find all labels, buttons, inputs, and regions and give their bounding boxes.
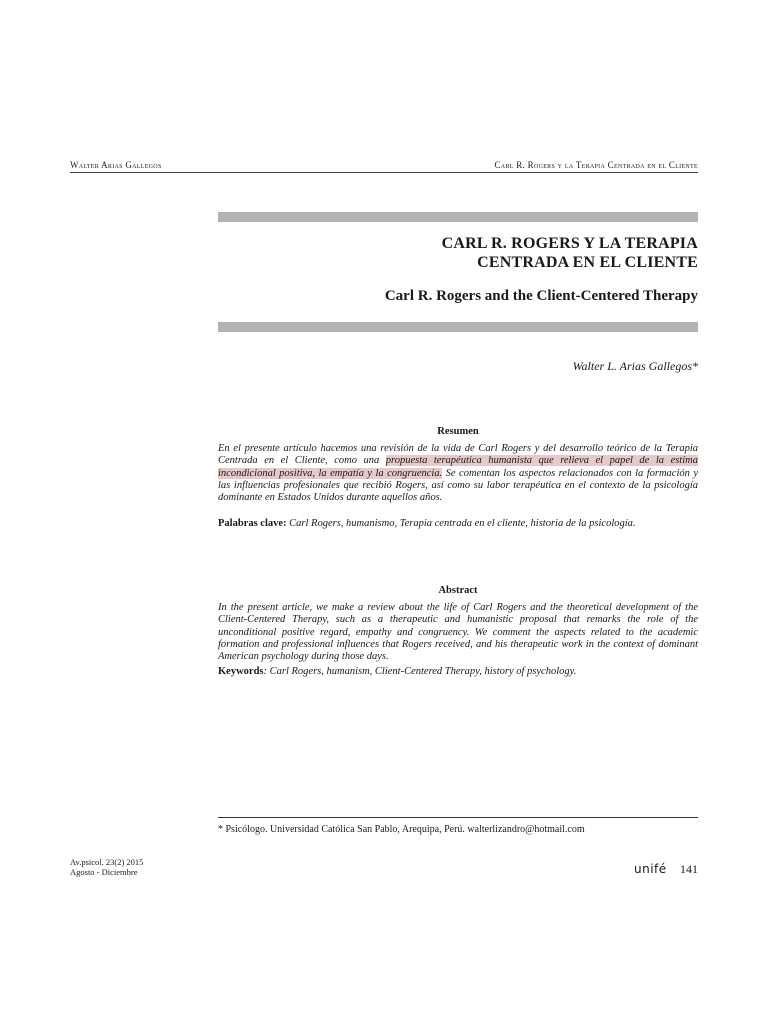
palabras-clave (218, 518, 698, 530)
title-bar-bottom (218, 322, 698, 332)
header-rule (70, 172, 698, 173)
resumen-heading: Resumen (437, 426, 479, 437)
running-head-author: Walter Arias Gallegos (70, 160, 162, 170)
palabras-clave-list: Carl Rogers, humanismo, Terapia centrada en el cliente, historia de la psicología. (286, 518, 636, 529)
page-number: 141 (680, 862, 698, 876)
abstract-body: In the present article, we make a review about the life of Carl Rogers and the theoretical development of the Client-Centered Therapy, such as a therapeutic and humanistic proposal that remarks the role of the unconditional positive regard, empathy and congruency. We comment the aspects related to the academic formation and professional influences that Rogers received, and his therapeutic work in the context of dominant American psychology during those days. (218, 602, 698, 663)
resumen-body (218, 443, 698, 504)
keywords-list: : Carl Rogers, humanism, Client-Centered Therapy, history of psychology. (263, 666, 577, 677)
keywords (218, 666, 698, 678)
issue-info (70, 857, 143, 877)
unife-logo: unifé (634, 862, 667, 876)
resumen-text-start: En el presente artículo hacemos una revisión de la vida de Carl Rogers y del desarrollo teórico de la Terapia Centrada en el Cliente, como una (218, 443, 698, 467)
article-title-spanish (218, 234, 698, 272)
title-bar-top (218, 212, 698, 222)
article-title-english: Carl R. Rogers and the Client-Centered Therapy (384, 288, 698, 304)
palabras-clave-label: Palabras clave: (218, 518, 287, 529)
keywords-label: Keywords (218, 666, 264, 677)
resumen-highlighted-text: propuesta terapéutica humanista que relieva el papel de la estima incondicional positiva, la empatía y la congruencia. (218, 455, 698, 479)
running-head-title: Carl R. Rogers y la Terapia Centrada en el Cliente (494, 160, 698, 170)
author-footnote: * Psicólogo. Universidad Católica San Pablo, Arequipa, Perú. walterlizandro@hotmail.com (218, 824, 585, 835)
title-line-2: CENTRADA EN EL CLIENTE (477, 254, 698, 271)
footnote-rule (218, 817, 698, 818)
resumen-text-end: Se comentan los aspectos relacionados con la formación y las influencias profesionales que recibió Rogers, así como su labor terapéutica en el contexto de la psicología dominante en Estados Unidos durante aquellos años. (218, 467, 698, 504)
abstract-heading: Abstract (438, 585, 478, 596)
title-line-1: CARL R. ROGERS Y LA TERAPIA (441, 235, 698, 252)
issue-volume: Av.psicol. 23(2) 2015 (70, 857, 144, 867)
author-name: Walter L. Arias Gallegos* (572, 359, 698, 373)
issue-period: Agosto - Diciembre (70, 867, 138, 877)
